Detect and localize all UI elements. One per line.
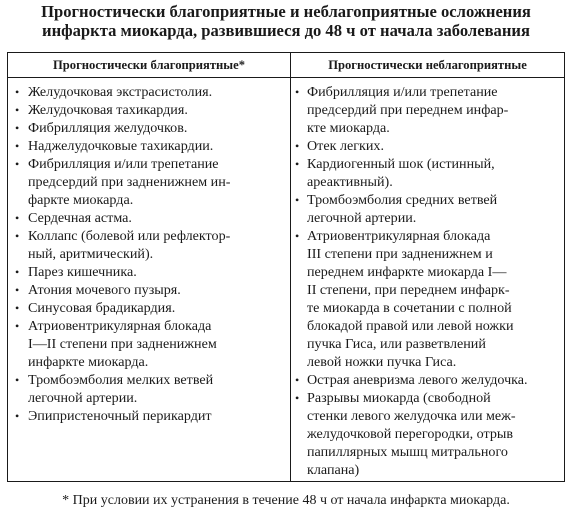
favorable-item-text: Фибрилляция и/или трепетание предсердий при задненижнем ин- фаркте миокарда. — [28, 156, 231, 208]
table-title — [0, 2, 572, 40]
favorable-item-text: Эпипристеночный перикардит — [28, 408, 212, 424]
favorable-item-text: Атония мочевого пузыря. — [28, 282, 181, 298]
favorable-item-text: Синусовая брадикардия. — [28, 300, 176, 316]
bullet-icon: • — [15, 121, 20, 135]
unfavorable-item — [291, 137, 564, 155]
unfavorable-item — [291, 389, 564, 479]
favorable-list — [8, 83, 290, 425]
unfavorable-item-text: Разрывы миокарда (свободной стенки левого желудочка или меж- желудочковой перегородки, отрыв папиллярных мышц митрального клапана) — [307, 390, 516, 478]
bullet-icon: • — [15, 139, 20, 153]
favorable-item-text: Наджелудочковые тахикардии. — [28, 138, 214, 154]
header-unfavorable: Прогностически неблагоприятные — [291, 53, 565, 78]
bullet-icon: • — [295, 157, 300, 171]
favorable-item-text: Коллапс (болевой или рефлектор- ный, аритмический). — [28, 228, 231, 262]
footnote: * При условии их устранения в течение 48 ч от начала инфаркта миокарда. — [62, 493, 510, 508]
bullet-icon: • — [295, 373, 300, 387]
bullet-icon: • — [15, 409, 20, 423]
favorable-item — [8, 137, 290, 155]
bullet-icon: • — [295, 391, 300, 405]
favorable-item-text: Желудочковая экстрасистолия. — [28, 84, 213, 100]
unfavorable-list — [291, 83, 564, 479]
unfavorable-item-text: Фибрилляция и/или трепетание предсердий при переднем инфар- кте миокарда. — [307, 84, 509, 136]
header-favorable: Прогностически благоприятные* — [8, 53, 291, 78]
unfavorable-item-text: Атриовентрикулярная блокада III степени при задненижнем и переднем инфаркте миокарда I— II степени, при переднем инфарк- те миокарда в сочетании с полной блокадой правой или левой ножки пучка Гиса, или разветвлений левой ножки пучка Гиса. — [307, 228, 514, 370]
favorable-item — [8, 263, 290, 281]
bullet-icon: • — [15, 373, 20, 387]
favorable-cell — [8, 78, 291, 482]
bullet-icon: • — [15, 265, 20, 279]
unfavorable-cell — [291, 78, 565, 482]
favorable-item — [8, 101, 290, 119]
unfavorable-item-text: Кардиогенный шок (истинный, ареактивный). — [307, 156, 495, 190]
favorable-item — [8, 299, 290, 317]
favorable-item — [8, 281, 290, 299]
table-header-row — [8, 53, 565, 78]
unfavorable-item — [291, 371, 564, 389]
table-body-row — [8, 78, 565, 482]
favorable-item-text: Фибрилляция желудочков. — [28, 120, 188, 136]
favorable-item — [8, 119, 290, 137]
favorable-item-text: Парез кишечника. — [28, 264, 137, 280]
unfavorable-item-text: Отек легких. — [307, 138, 384, 154]
favorable-item-text: Желудочковая тахикардия. — [28, 102, 188, 118]
favorable-item-text: Тромбоэмболия мелких ветвей легочной артерии. — [28, 372, 214, 406]
bullet-icon: • — [15, 157, 20, 171]
unfavorable-item-text: Острая аневризма левого желудочка. — [307, 372, 528, 388]
unfavorable-item — [291, 155, 564, 191]
favorable-item — [8, 371, 290, 407]
bullet-icon: • — [295, 193, 300, 207]
bullet-icon: • — [15, 103, 20, 117]
unfavorable-item — [291, 191, 564, 227]
favorable-item — [8, 317, 290, 371]
bullet-icon: • — [15, 301, 20, 315]
table-title-line-1: Прогностически благоприятные и неблагоприятные осложнения — [41, 2, 531, 21]
bullet-icon: • — [295, 139, 300, 153]
bullet-icon: • — [15, 319, 20, 333]
unfavorable-item-text: Тромбоэмболия средних ветвей легочной артерии. — [307, 192, 498, 226]
bullet-icon: • — [15, 283, 20, 297]
favorable-item — [8, 209, 290, 227]
complications-table — [7, 52, 565, 482]
bullet-icon: • — [15, 85, 20, 99]
favorable-item — [8, 227, 290, 263]
favorable-item — [8, 83, 290, 101]
favorable-item-text: Сердечная астма. — [28, 210, 132, 226]
table-title-line-2: инфаркта миокарда, развившиеся до 48 ч от начала заболевания — [42, 21, 530, 40]
favorable-item — [8, 407, 290, 425]
bullet-icon: • — [295, 229, 300, 243]
favorable-item — [8, 155, 290, 209]
favorable-item-text: Атриовентрикулярная блокада I—II степени при задненижнем инфаркте миокарда. — [28, 318, 217, 370]
bullet-icon: • — [15, 229, 20, 243]
unfavorable-item — [291, 227, 564, 371]
unfavorable-item — [291, 83, 564, 137]
bullet-icon: • — [15, 211, 20, 225]
bullet-icon: • — [295, 85, 300, 99]
